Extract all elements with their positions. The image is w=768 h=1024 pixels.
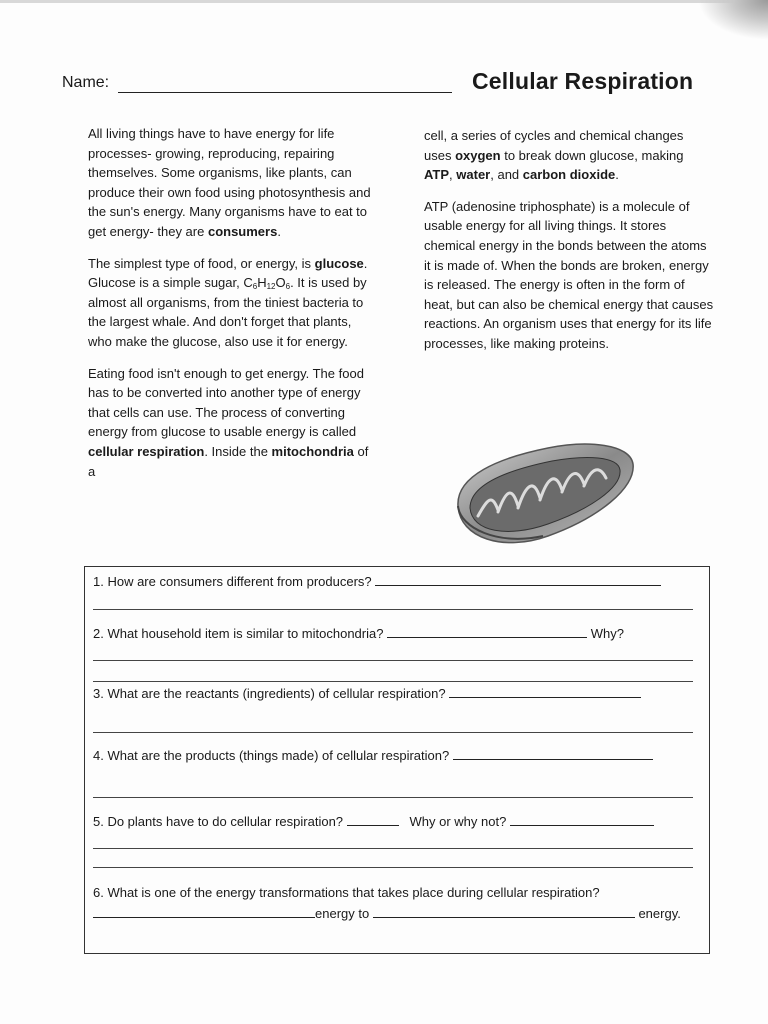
right-column: [424, 126, 714, 366]
answer-blank[interactable]: [347, 813, 399, 826]
name-label: Name:: [62, 74, 110, 91]
answer-blank[interactable]: [93, 905, 315, 918]
paragraph-glucose: The simplest type of food, or energy, is glucose. Glucose is a simple sugar, $C_6H_{12}O_6$. It is used by almost all organisms, from the tiniest bacteria to the largest whale. And don't forget that plants, who make the glucose, also use it for energy.: [88, 255, 368, 349]
answer-blank[interactable]: [449, 685, 641, 698]
question-3: 3. What are the reactants (ingredients) of cellular respiration?: [93, 685, 641, 701]
answer-blank[interactable]: [387, 625, 587, 638]
answer-blank[interactable]: [373, 905, 635, 918]
question-2: 2. What household item is similar to mitochondria? Why?: [93, 626, 624, 641]
paragraph-cellular-respiration: Eating food isn't enough to get energy. The food has to be converted into another type of energy that cells can use. The process of converting energy from glucose to usable energy is called cellular respiration. Inside the mitochondria of a: [88, 365, 369, 479]
question-4: 4. What are the products (things made) of cellular respiration?: [93, 747, 653, 763]
paragraph-atp: ATP (adenosine triphosphate) is a molecule of usable energy for all living things. It stores chemical energy in the bonds between the atoms it is made of. When the bonds are broken, energy is released. The energy is often in the form of heat, but can also be chemical energy that causes reactions. An organism uses that energy for its life processes, like making proteins.: [424, 198, 714, 351]
paragraph-consumers: All living things have to have energy for life processes- growing, reproducing, repairing themselves. Some organisms, like plants, can produce their own food using photosynthesis and the sun's energy. Many organisms have to eat to get energy- they are consumers.: [88, 126, 371, 239]
scan-smudge: [698, 0, 768, 40]
left-column: [88, 124, 373, 493]
answer-blank[interactable]: [510, 813, 654, 826]
answer-blank[interactable]: [453, 747, 653, 760]
answer-line[interactable]: [93, 609, 693, 610]
paragraph-products: cell, a series of cycles and chemical changes uses oxygen to break down glucose, making ATP, water, and carbon dioxide.: [424, 128, 684, 183]
glucose-formula: $C_6H_{12}O_6$: [243, 275, 291, 292]
answer-line[interactable]: [93, 867, 693, 868]
name-blank[interactable]: [118, 92, 452, 93]
scan-edge: [0, 0, 768, 3]
mitochondrion-icon: [448, 428, 638, 553]
questions-box: [84, 566, 710, 954]
answer-line[interactable]: [93, 797, 693, 798]
question-6: 6. What is one of the energy transformations that takes place during cellular respiration?: [93, 885, 600, 900]
question-1: 1. How are consumers different from producers?: [93, 573, 661, 589]
page-title: Cellular Respiration: [472, 68, 694, 94]
answer-line[interactable]: [93, 732, 693, 733]
question-5: 5. Do plants have to do cellular respiration? Why or why not?: [93, 813, 654, 829]
answer-blank[interactable]: [375, 573, 661, 586]
question-6-answer-row: energy to energy.: [93, 905, 681, 921]
answer-line[interactable]: [93, 848, 693, 849]
answer-line[interactable]: [93, 660, 693, 661]
answer-line[interactable]: [93, 681, 693, 682]
